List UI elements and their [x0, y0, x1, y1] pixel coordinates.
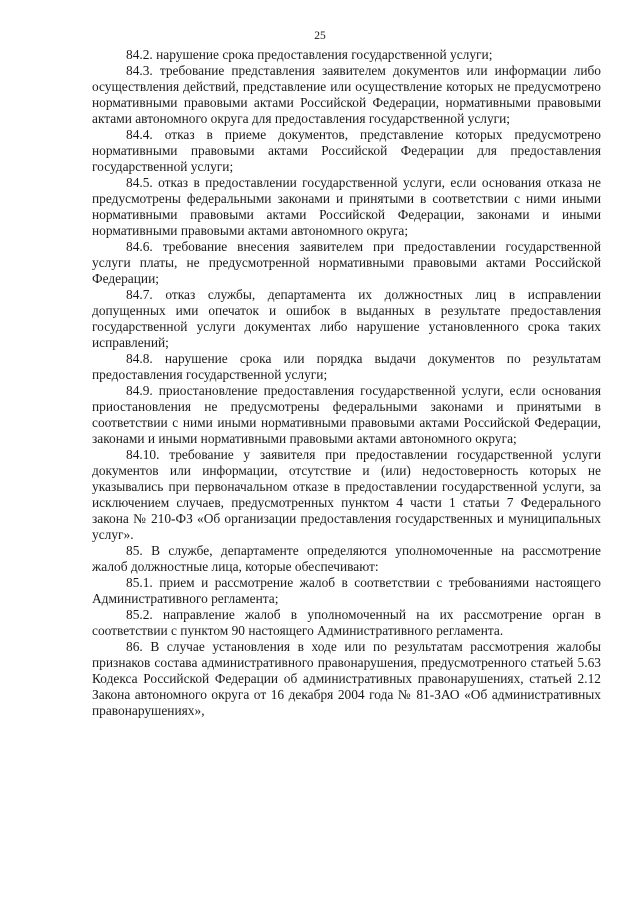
paragraph-84-2: 84.2. нарушение срока предоставления государственной услуги;: [126, 47, 493, 62]
paragraph-85-2: 85.2. направление жалоб в уполномоченный на их рассмотрение орган в соответствии с пунктом 90 настоящего Административного регламента.: [92, 607, 601, 638]
paragraph-84-10: 84.10. требование у заявителя при предоставлении государственной услуги документов или информации, отсутствие и (или) недостоверность которых не указывались при первоначальном отказе в предоставлении государственной услуги, за исключением случаев, предусмотренных пунктом 4 части 1 статьи 7 Федерального закона № 210-ФЗ «Об организации предоставления государственных и муниципальных услуг».: [92, 447, 601, 542]
paragraph-84-7: 84.7. отказ службы, департамента их должностных лиц в исправлении допущенных ими опечаток и ошибок в выданных в результате предоставления государственной услуги документах либо нарушение установленного срока таких исправлений;: [92, 287, 601, 350]
paragraph-85: 85. В службе, департаменте определяются уполномоченные на рассмотрение жалоб должностные лица, которые обеспечивают:: [92, 543, 601, 574]
paragraph-84-6: 84.6. требование внесения заявителем при предоставлении государственной услуги платы, не предусмотренной нормативными правовыми актами Российской Федерации;: [92, 239, 601, 286]
document-body: [92, 47, 601, 719]
paragraph-85-1: 85.1. прием и рассмотрение жалоб в соответствии с требованиями настоящего Административного регламента;: [92, 575, 601, 606]
paragraph-84-8: 84.8. нарушение срока или порядка выдачи документов по результатам предоставления государственной услуги;: [92, 351, 601, 382]
paragraph-84-3: 84.3. требование представления заявителем документов или информации либо осуществления действий, представление или осуществление которых не предусмотрено нормативными правовыми актами Российской Федерации, нормативными правовыми актами автономного округа для предоставления государственной услуги;: [92, 63, 601, 126]
page-number: 25: [314, 30, 326, 42]
paragraph-84-4: 84.4. отказ в приеме документов, представление которых предусмотрено нормативными правовыми актами Российской Федерации для предоставления государственной услуги;: [92, 127, 601, 174]
paragraph-84-9: 84.9. приостановление предоставления государственной услуги, если основания приостановления не предусмотрены федеральными законами и принятыми в соответствии с ними иными нормативными правовыми актами Российской Федерации, законами и иными нормативными правовыми актами автономного округа;: [92, 383, 601, 446]
paragraph-84-5: 84.5. отказ в предоставлении государственной услуги, если основания отказа не предусмотрены федеральными законами и принятыми в соответствии с ними иными нормативными правовыми актами Российской Федерации, законами и иными нормативными правовыми актами автономного округа;: [92, 175, 601, 238]
paragraph-86: 86. В случае установления в ходе или по результатам рассмотрения жалобы признаков состава административного правонарушения, предусмотренного статьей 5.63 Кодекса Российской Федерации об административных правонарушениях, статьей 2.12 Закона автономного округа от 16 декабря 2004 года № 81-ЗАО «Об административных правонарушениях»,: [92, 639, 601, 718]
